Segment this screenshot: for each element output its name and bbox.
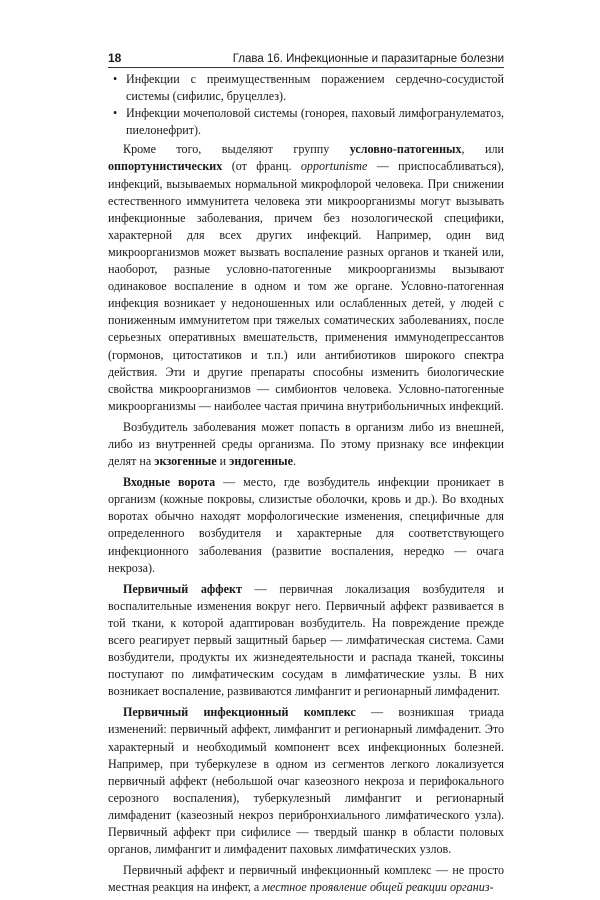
page-number: 18 <box>108 51 122 65</box>
text-run: — возникшая триада изменений: первичный аффект, лимфангит и регионарный лимфаденит. Это характерный и необходимый компонент всех инфекционных болезней. Например, при туберкулезе в одном из сегментов легкого локализуется первичный аффект (небольшой очаг казеозного некроза и перифокального серозного воспаления), туберкулезный лимфангит и регионарный лимфаденит (казеозный некроз перибронхиального лимфатического узла). Первичный аффект при сифилисе — твердый шанкр в области половых органов, лимфангит и лимфаденит паховых лимфатических узлов. <box>108 705 504 857</box>
paragraph-exogenous <box>108 419 504 470</box>
term-entry-gates: Входные ворота <box>123 475 216 490</box>
text-run: — первичная локализация возбудителя и воспалительные изменения вокруг него. Первичный аффект развивается в той ткани, к которой адаптирован возбудитель. На повреждение прежде всего реагирует первый защитный барьер — лимфатическая система. Сами возбудители, продукты их жизнедеятельности и распада тканей, токсины поступают по лимфатическим сосудам в лимфатические узлы. В них возникает воспаление, развиваются лимфангит и регионарный лимфаденит. <box>108 581 505 699</box>
paragraph-primary-complex <box>108 704 504 858</box>
paragraph-primary-affect <box>108 581 504 701</box>
paragraph-opportunistic <box>108 141 504 415</box>
running-header <box>108 50 504 67</box>
bullet-item: • Инфекции мочеполовой системы (гонорея, паховый лимфогранулематоз, пиелонефрит). <box>108 105 504 139</box>
chapter-title: Глава 16. Инфекционные и паразитарные болезни <box>232 53 504 65</box>
text-run: (от франц. <box>222 159 301 174</box>
text-run: Возбудитель заболевания может попасть в организм либо из внешней, либо из внутренней среды организма. По этому признаку все инфекции делят на <box>108 419 504 469</box>
term-exogenous: экзогенные <box>154 454 217 469</box>
term-primary-complex: Первичный инфекционный комплекс <box>123 705 356 720</box>
text-run: , или <box>461 142 504 157</box>
body-text <box>108 71 504 900</box>
text-run: Первичный аффект и первичный инфекционный комплекс — не просто местная реакция на инфект, а <box>108 863 504 895</box>
text-run: . <box>292 454 296 469</box>
text-run: — место, где возбудитель инфекции проникает в организм (кожные покровы, слизистые оболочки, кровь и др.). Во входных воротах обычно находят морфологические изменения, специфичные для определенного возбудителя и характерные для соответствующего инфекционного заболевания (развитие воспаления, нередко — очага некроза). <box>108 475 504 575</box>
paragraph-local-reaction <box>108 862 504 896</box>
text-run: Кроме того, выделяют группу <box>123 142 350 157</box>
term-primary-affect: Первичный аффект <box>123 581 242 596</box>
italic-phrase: местное проявление общей реакции организ- <box>262 880 494 895</box>
header-rule <box>108 67 504 68</box>
text-run: и <box>216 454 230 469</box>
term-endogenous: эндогенные <box>229 454 293 469</box>
paragraph-entry-gates <box>108 474 504 577</box>
term-conditional-pathogenic: условно-патогенных <box>349 142 462 157</box>
bullet-item: • Инфекции с преимущественным поражением сердечно-сосудистой системы (сифилис, бруцеллез). <box>108 71 504 105</box>
text-run: — приспосабливаться), инфекций, вызываемых нормальной микрофлорой человека. При снижении естественного иммунитета человека эти микроорганизмы могут вызывать инфекционные заболевания, причем без нозологической специфики, характерной для всех других инфекций. Например, один вид микроорганизмов может вызвать воспаление разных органов и тканей или, наоборот, разные условно-патогенные микроорганизмы вызывают одинаковое воспаление в одном и том же органе. Условно-патогенная инфекция возникает у недоношенных или ослабленных детей, у людей с пониженным иммунитетом при тяжелых соматических заболеваниях, после серьезных оперативных вмешательств, применения иммунодепрессантов (гормонов, цитостатиков и т.п.) или антибиотиков широкого спектра действия. Эти и другие препараты способны изменить биологические свойства микроорганизмов — симбионтов человека. Условно-патогенные микроорганизмы — наиболее частая причина внутрибольничных инфекций. <box>108 159 504 413</box>
foreign-word: opportunisme <box>300 159 368 174</box>
term-opportunistic: оппортунистических <box>108 159 223 174</box>
